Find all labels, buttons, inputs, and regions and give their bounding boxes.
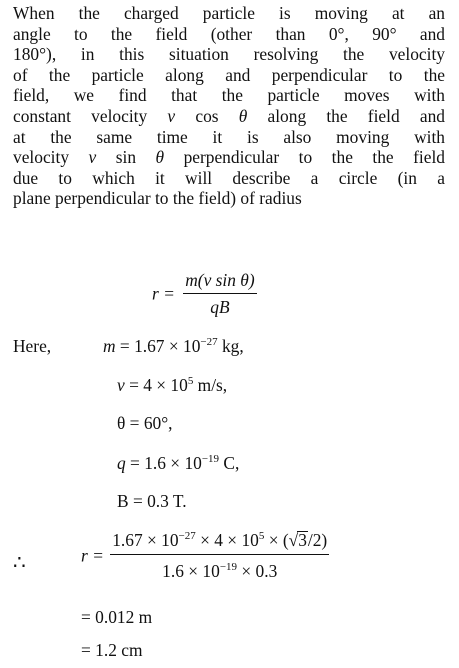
numerator-term: 1.67 × 10 — [112, 530, 179, 550]
therefore-symbol: ∴ — [13, 552, 26, 574]
given-mass-unit: kg, — [217, 336, 244, 356]
text-line: of the particle along and perpendicular to the — [13, 64, 445, 85]
text-line: When the charged particle is moving at an — [13, 3, 445, 23]
text-line: velocity v sin θ perpendicular to the the field — [13, 147, 445, 168]
given-mass-base: m = 1.67 × 10 — [103, 336, 201, 356]
substitution-numerator — [110, 530, 329, 554]
result-centimeters: = 1.2 cm — [81, 640, 143, 660]
sqrt-radicand: 3 — [298, 530, 307, 550]
given-charge-unit: C, — [219, 453, 240, 473]
formula-denominator: qB — [210, 297, 230, 317]
denominator-exponent: −19 — [219, 561, 238, 573]
given-field: B = 0.3 T. — [117, 491, 187, 511]
text-line: plane perpendicular to the field) of radius — [13, 188, 302, 209]
formula-lhs: r = — [152, 283, 175, 304]
denominator-term: 1.6 × 10 — [162, 561, 220, 581]
given-velocity-exponent: 5 — [187, 375, 194, 387]
text-line: field, we find that the particle moves with — [13, 85, 445, 106]
radius-formula — [152, 270, 257, 318]
text-line: angle to the field (other than 0°, 90° and — [13, 23, 445, 44]
denominator-term: × 0.3 — [237, 561, 278, 581]
given-charge-exponent: −19 — [201, 453, 220, 465]
given-charge-base: q = 1.6 × 10 — [117, 453, 202, 473]
text-line: at the same time it is also moving with — [13, 126, 445, 147]
given-velocity-base: v = 4 × 10 — [117, 375, 188, 395]
given-charge — [117, 453, 239, 474]
given-mass — [103, 336, 244, 357]
numerator-term: × 4 × 10 — [195, 530, 259, 550]
formula-numerator: m(v sin θ) — [185, 270, 255, 290]
given-angle: θ = 60°, — [117, 413, 173, 433]
substitution-fraction — [110, 530, 329, 582]
text-line: due to which it will describe a circle (in a — [13, 167, 445, 188]
given-velocity-unit: m/s, — [193, 375, 228, 395]
substitution-lhs: r = — [81, 545, 104, 566]
text-line: constant velocity v cos θ along the field and — [13, 105, 445, 126]
sqrt-sign: √ — [288, 530, 299, 550]
numerator-term: /2) — [307, 530, 328, 550]
substitution-formula — [81, 530, 329, 582]
given-velocity — [117, 375, 227, 396]
givens-label: Here, — [13, 336, 52, 356]
text-paragraph — [13, 3, 445, 209]
text-line: 180°), in this situation resolving the velocity — [13, 44, 445, 65]
numerator-term: × ( — [264, 530, 289, 550]
numerator-exponent: 5 — [258, 530, 265, 542]
substitution-denominator — [110, 555, 329, 582]
numerator-exponent: −27 — [178, 530, 196, 542]
formula-fraction — [183, 270, 256, 318]
given-mass-exponent: −27 — [200, 336, 218, 348]
result-meters: = 0.012 m — [81, 607, 153, 627]
